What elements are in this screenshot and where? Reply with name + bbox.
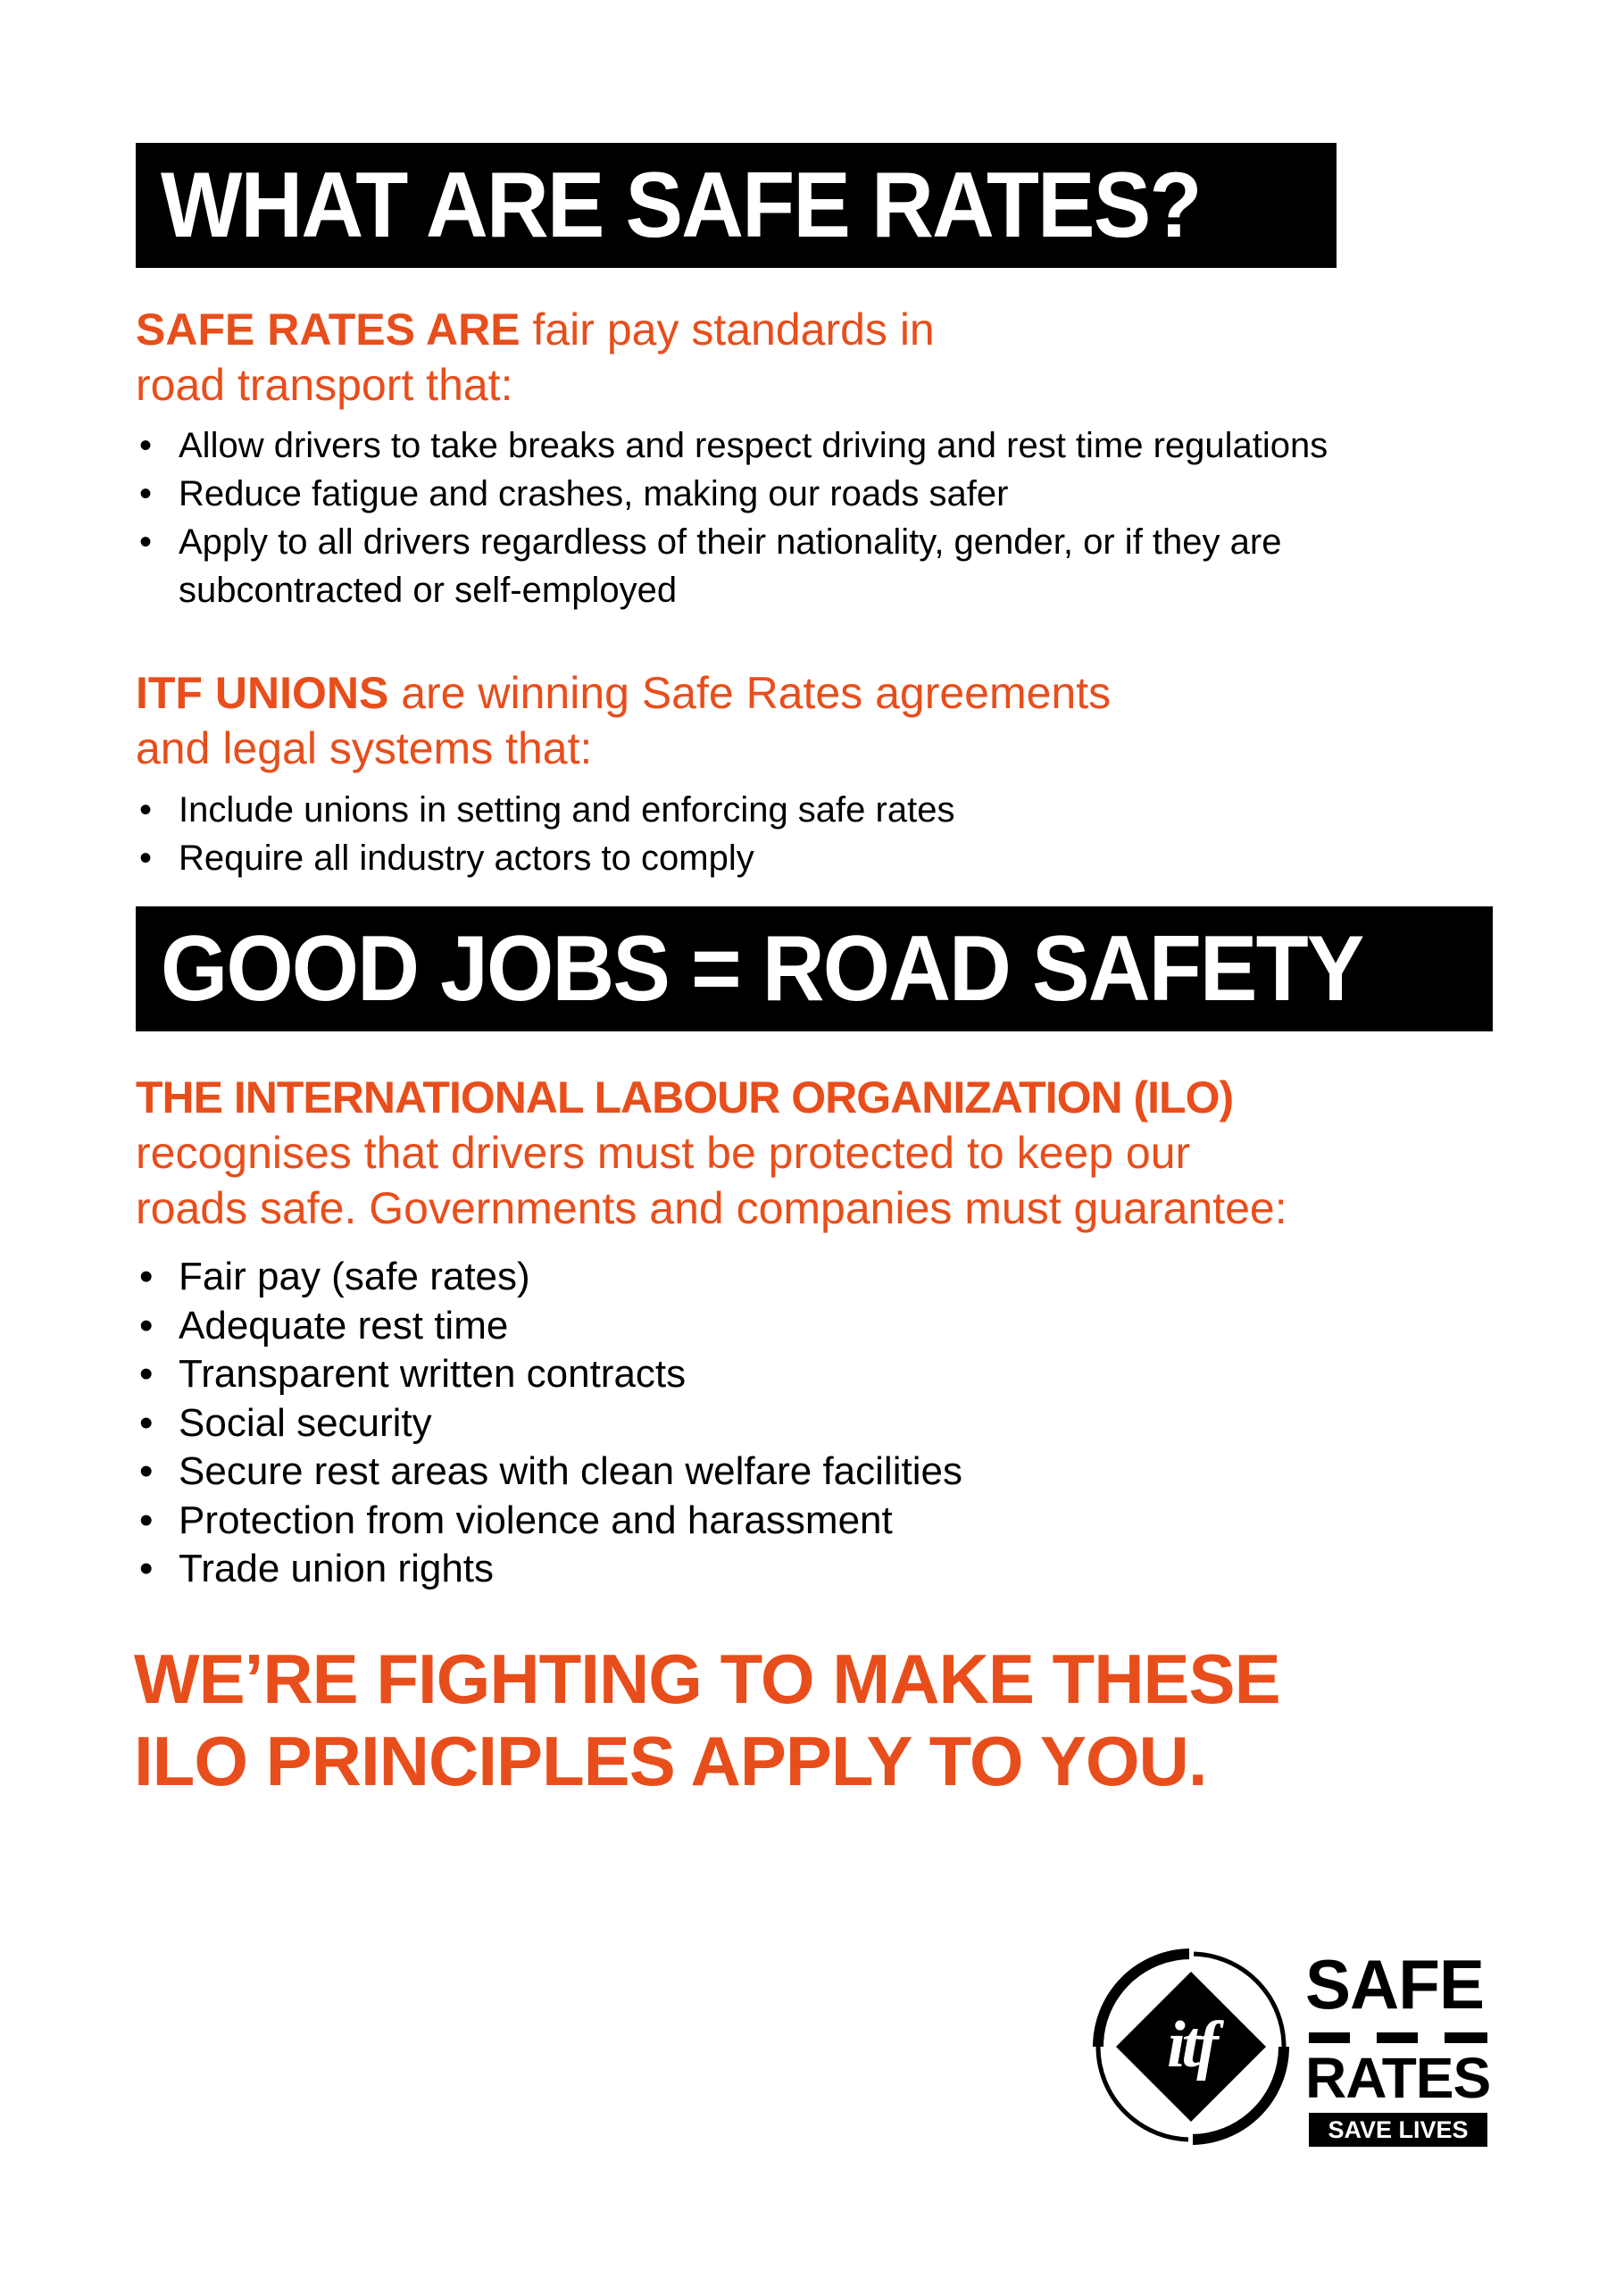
wordmark-rates: RATES <box>1305 2046 1491 2110</box>
call-to-action <box>134 1638 1280 1802</box>
safe-rates-bullet-list <box>136 421 1328 566</box>
ilo-guarantees-list <box>136 1253 962 1594</box>
intro-strong: ITF UNIONS <box>136 668 389 718</box>
intro-rest: fair pay standards in <box>520 305 935 355</box>
itf-mark-text: itf <box>1167 2008 1215 2082</box>
cta-line-2: ILO PRINCIPLES APPLY TO YOU. <box>134 1722 1207 1800</box>
ilo-intro <box>136 1070 1287 1236</box>
list-item: • Adequate rest time <box>136 1302 962 1351</box>
itf-unions-intro <box>136 665 1111 776</box>
wordmark-tagline-box <box>1309 2113 1487 2147</box>
heading-text: WHAT ARE SAFE RATES? <box>161 153 1201 257</box>
intro-line-2: road transport that: <box>136 360 513 410</box>
list-item: • Reduce fatigue and crashes, making our roads safer <box>136 470 1328 518</box>
intro-line-2: and legal systems that: <box>136 723 593 773</box>
list-item-continuation: subcontracted or self-employed <box>179 571 678 610</box>
itf-logo <box>1091 1947 1291 2147</box>
wordmark-dash <box>1377 2032 1418 2043</box>
safe-rates-wordmark <box>1305 1945 1491 2146</box>
intro-rest: are winning Safe Rates agreements <box>388 668 1112 718</box>
intro-line-2: recognises that drivers must be protected to keep our <box>136 1128 1191 1178</box>
intro-line-1 <box>136 302 935 357</box>
intro-strong: SAFE RATES ARE <box>136 305 521 355</box>
list-item: • Protection from violence and harassment <box>136 1497 962 1546</box>
wordmark-dash <box>1309 2032 1350 2043</box>
list-item: • Trade union rights <box>136 1545 962 1594</box>
list-item: • Include unions in setting and enforcing safe rates <box>136 786 954 834</box>
list-item: • Fair pay (safe rates) <box>136 1253 962 1302</box>
list-item: • Apply to all drivers regardless of their nationality, gender, or if they are <box>136 518 1328 566</box>
itf-emblem-icon <box>1091 1947 1291 2147</box>
itf-unions-bullet-list <box>136 786 954 882</box>
intro-strong: THE INTERNATIONAL LABOUR ORGANIZATION (ILO) <box>136 1072 1234 1122</box>
wordmark-dash <box>1445 2032 1487 2043</box>
list-item: • Transparent written contracts <box>136 1350 962 1399</box>
list-item: • Allow drivers to take breaks and respect driving and rest time regulations <box>136 421 1328 470</box>
list-item: • Require all industry actors to comply <box>136 834 954 882</box>
cta-line-1: WE’RE FIGHTING TO MAKE THESE <box>134 1640 1280 1718</box>
heading-text: GOOD JOBS = ROAD SAFETY <box>161 916 1363 1021</box>
wordmark-tagline: SAVE LIVES <box>1328 2115 1469 2143</box>
intro-line-1 <box>136 665 1111 721</box>
heading-good-jobs-road-safety <box>136 906 1493 1031</box>
intro-line-3: roads safe. Governments and companies must guarantee: <box>136 1183 1287 1233</box>
list-item: • Secure rest areas with clean welfare facilities <box>136 1448 962 1497</box>
heading-what-are-safe-rates <box>136 143 1337 268</box>
safe-rates-intro <box>136 302 935 413</box>
wordmark-safe: SAFE <box>1305 1945 1484 2023</box>
list-item: • Social security <box>136 1399 962 1448</box>
